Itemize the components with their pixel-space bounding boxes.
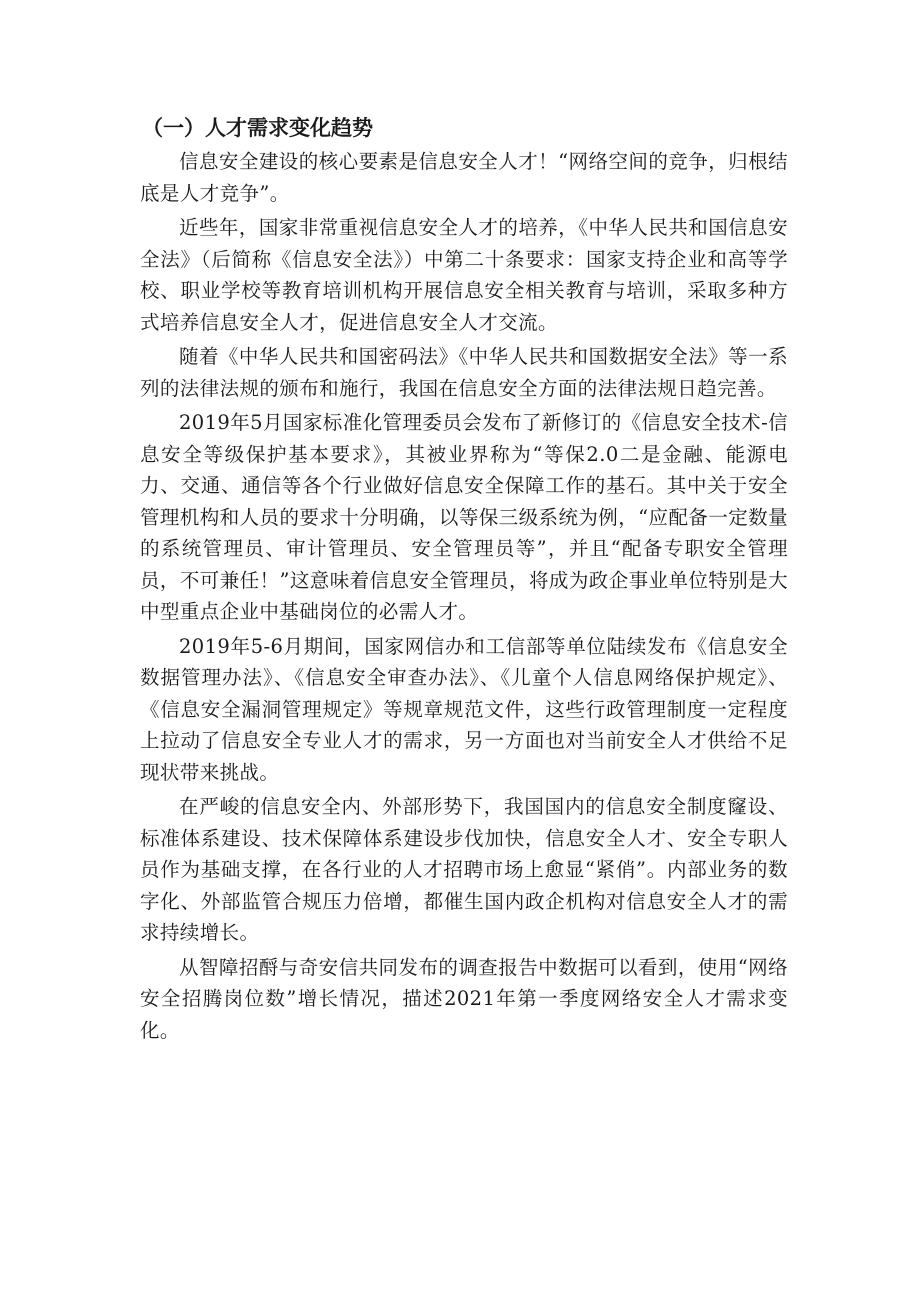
paragraph: 随着《中华人民共和国密码法》《中华人民共和国数据安全法》等一系列的法律法规的颁布和施行，我国在信息安全方面的法律法规日趋完善。 [140, 345, 788, 400]
paragraph: 近些年，国家非常重视信息安全人才的培养，《中华人民共和国信息安全法》（后简称《信息安全法》）中第二十条要求：国家支持企业和高等学校、职业学校等教育培训机构开展信息安全相关教育与培训，采取多种方式培养信息安全人才，促进信息安全人才交流。 [140, 216, 788, 334]
paragraph: 在严峻的信息安全内、外部形势下，我国国内的信息安全制度窿设、标准体系建设、技术保障体系建设步伐加快，信息安全人才、安全专职人员作为基础支撑，在各行业的人才招聘市场上愈显“紧俏”。内部业务的数字化、外部监管合规压力倍增，都催生国内政企机构对信息安全人才的需求持续增长。 [140, 795, 788, 944]
paragraph: 信息安全建设的核心要素是信息安全人才！“网络空间的竞争，归根结底是人才竞争”。 [140, 150, 788, 205]
paragraph: 2019年5-6月期间，国家网信办和工信部等单位陆续发布《信息安全数据管理办法》、《信息安全审查办法》、《儿童个人信息网络保护规定》、《信息安全漏洞管理规定》等规章规范文件，这些行政管理制度一定程度上拉动了信息安全专业人才的需求，另一方面也对当前安全人才供给不足现状带来挑战。 [140, 634, 788, 784]
section-heading: （一）人才需求变化趋势 [142, 116, 373, 140]
paragraph: 2019年5月国家标准化管理委员会发布了新修订的《信息安全技术-信息安全等级保护基本要求》，其被业界称为“等保2.0二是金融、能源电力、交通、通信等各个行业做好信息安全保障工作的基石。其中关于安全管理机构和人员的要求十分明确，以等保三级系统为例，“应配备一定数量的系统管理员、审计管理员、安全管理员等”，并且“配备专职安全管理员，不可兼任！”这意味着信息安全管理员，将成为政企事业单位特别是大中型重点企业中基础岗位的必需人才。 [140, 411, 788, 623]
paragraph: 从智障招酹与奇安信共同发布的调查报告中数据可以看到，使用“网络安全招腾岗位数”增长情况，描述2021年第一季度网络安全人才需求变化。 [140, 955, 788, 1042]
body-text [140, 146, 788, 1049]
